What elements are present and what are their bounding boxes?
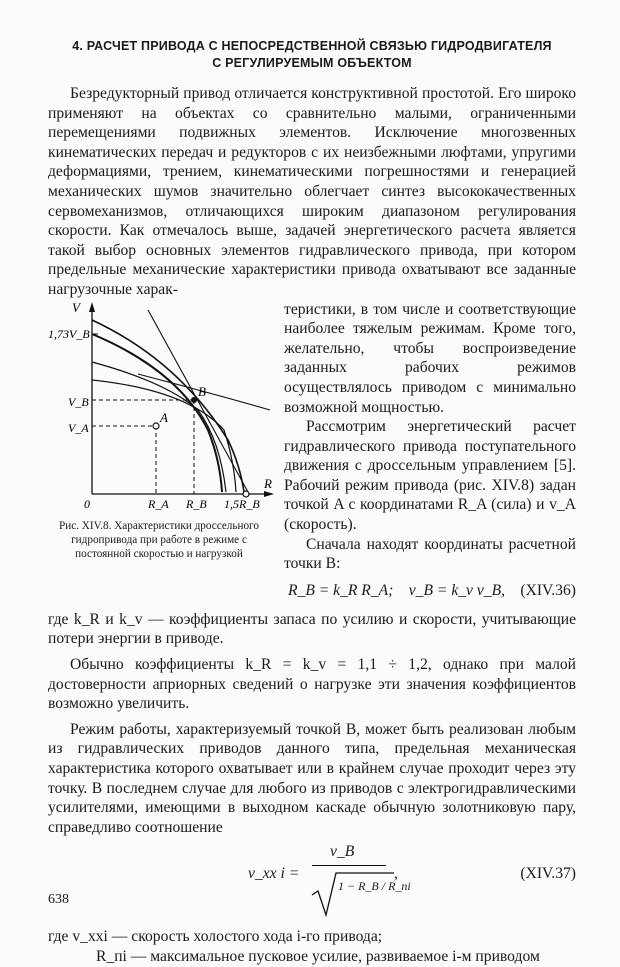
where-paragraph-2a: где v_xxi — скорость холостого хода i-го привода;	[48, 928, 383, 946]
figure	[48, 300, 276, 600]
paragraph-2: Рассмотрим энергетический расчет гидравлического привода поступательного движения с дроссельным управлением [5]. Рабочий режим привода (рис. XIV.8) задан точкой A с координатами R_A (сила) и v_A (скорость).	[284, 418, 576, 534]
eq37-denominator: 1 − R_B / R_пi	[338, 879, 411, 894]
figure-row	[48, 300, 576, 600]
paragraph-4: Обычно коэффициенты k_R = k_v = 1,1 ÷ 1,2, однако при малой достоверности априорных сведений о нагрузке эти значения коэффициентов возможно увеличить.	[48, 656, 576, 713]
paragraph-5: Режим работы, характеризуемый точкой B, может быть реализован любым из гидравлических приводов данного типа, предельная механическая характеристика которого охватывает или в крайнем случае проходит через эту точку. В последнем случае для любого из приводов с электрогидравлическими усилителями, имеющими в выходном каскаде обычную золотниковую пару, справедливо соотношение	[48, 720, 576, 836]
heading-line-1: 4. РАСЧЕТ ПРИВОДА С НЕПОСРЕДСТВЕННОЙ СВЯЗЬЮ ГИДРОДВИГАТЕЛЯ	[72, 39, 552, 53]
curve-4	[92, 380, 236, 492]
curve-2	[92, 334, 222, 492]
eq36-left: R_B = k_R R_A;	[288, 581, 394, 599]
x-label-15rb: 1,5R_B	[224, 496, 260, 510]
eq37-numerator: v_B	[330, 843, 355, 861]
eq37-sqrt-sign	[310, 871, 394, 917]
point-a-marker	[153, 423, 159, 429]
point-b-label: B	[198, 383, 206, 399]
figure-caption: Рис. XIV.8. Характеристики дроссельного гидропривода при работе в режиме с постоянной скоростью и нагрузкой	[59, 519, 259, 560]
where-paragraph-2b: R_пi — максимальное пусковое усилие, развиваемое i-м приводом	[96, 947, 540, 965]
page	[48, 38, 576, 967]
x-axis-label: R	[264, 475, 272, 491]
x-axis-arrow	[264, 491, 274, 497]
point-a-label: A	[160, 409, 168, 425]
eq37-fraction-bar	[312, 865, 386, 866]
y-label-vb: V_B	[68, 394, 89, 409]
paragraph-3: Сначала находят координаты расчетной точки B:	[284, 535, 576, 573]
origin-label: 0	[84, 496, 90, 510]
eq37-lhs: v_xx i =	[248, 865, 300, 883]
point-b-marker	[191, 397, 197, 403]
eq37-comma: ,	[394, 865, 398, 883]
section-heading	[48, 38, 576, 72]
equation-xiv36	[284, 582, 576, 600]
y-label-va: V_A	[68, 420, 89, 435]
where-paragraph-1: где k_R и k_v — коэффициенты запаса по усилию и скорости, учитывающие потери энергии в приводе.	[48, 610, 576, 648]
side-text-column	[284, 300, 576, 600]
page-number: 638	[48, 892, 69, 907]
eq36-right: v_B = k_v v_B,	[408, 581, 505, 599]
eq37-number: (XIV.37)	[520, 865, 576, 883]
paragraph-1: Безредукторный привод отличается конструктивной простотой. Его широко применяют на объектах со сравнительно малыми, ограниченными перемещениями подвижных элементов. Исключение многозвенных кинематических передач и редукторов с их неизбежными люфтами, упругими деформациями, трением, кинематическими погрешностями и генерацией механических шумов значительно облегчает синтез высококачественных сервомеханизмов, отличающихся широким диапазоном регулирования скорости. Как отмечалось выше, задачей энергетического расчета является такой выбор основных элементов гидравлического привода, при котором предельные механические характеристики привода охватывают все заданные нагрузочные харак-	[48, 85, 576, 298]
eq36-number: (XIV.36)	[520, 581, 576, 599]
heading-line-2: С РЕГУЛИРУЕМЫМ ОБЪЕКТОМ	[212, 56, 412, 70]
characteristics-plot	[48, 300, 276, 510]
y-label-173vb: 1,73V_B	[48, 326, 90, 341]
y-axis-label: V	[72, 299, 80, 315]
x-label-ra: R_A	[148, 496, 169, 510]
equation-xiv37	[48, 843, 576, 919]
x-label-rb: R_B	[186, 496, 207, 510]
y-axis-arrow	[89, 302, 95, 312]
paragraph-1-continued: теристики, в том числе и соответствующие наиболее тяжелым режимам. Кроме того, желательно, чтобы воспроизведение заданных рабочих режимов осуществлялось приводом с минимально возможной мощностью.	[284, 300, 576, 416]
